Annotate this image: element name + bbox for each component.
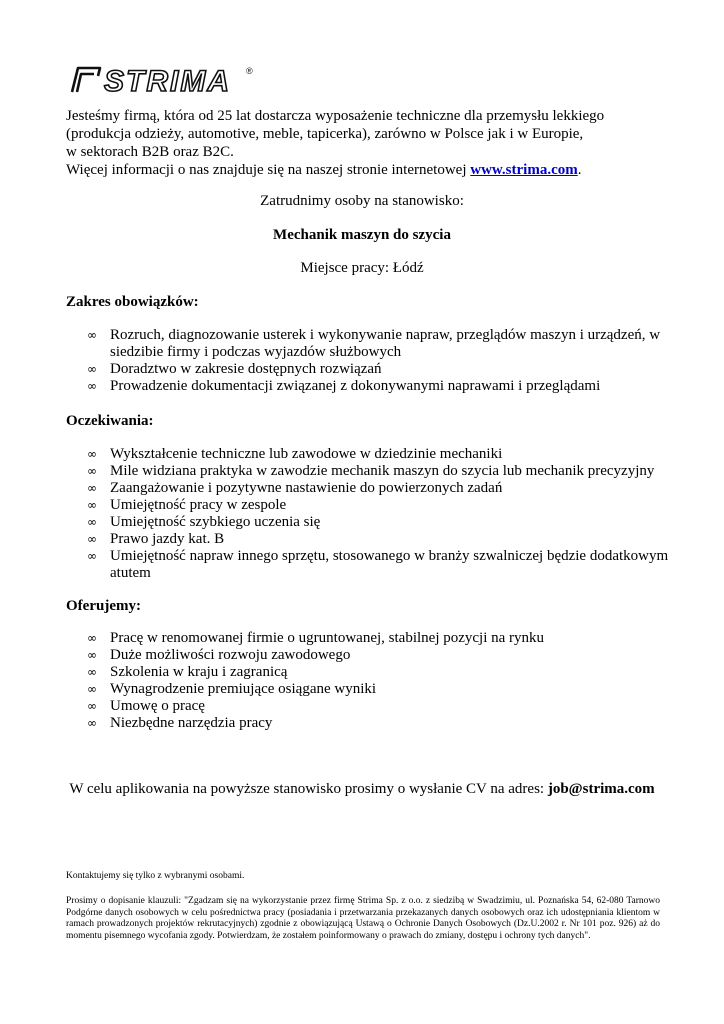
- list-item: ∞ Mile widziana praktyka w zawodzie mechanik maszyn do szycia lub mechanik precyzyjny: [87, 463, 655, 479]
- consent-clause: Prosimy o dopisanie klauzuli: "Zgadzam się na wykorzystanie przez firmę Strima Sp. z o.o. z siedzibą w Swadzimiu, ul. Poznańska 54, 62-080 Tarnowo Podgórne danych osobowych w celu pośrednictwa pracy (posiadania i przetwarzania przekazanych danych osobowych oraz ich udostępniania klientom w ramach prowadzonych projektów rekrutacyjnych) zgodnie z obowiązującą Ustawą o Ochronie Danych Osobowych (Dz.U.2002 r. Nr 101 poz. 926) aż do momentu pisemnego wycofania zgody. Potwierdzam, że zostałem poinformowany o prawach do zmiany, dostępu i ochrony tych danych".: [66, 896, 660, 941]
- bullet-icon: ∞: [87, 481, 97, 495]
- apply-email[interactable]: job@strima.com: [547, 781, 655, 797]
- expectations-heading: Oczekiwania:: [66, 413, 154, 429]
- list-item: ∞ Prawo jazdy kat. B: [87, 531, 225, 547]
- intro-line-2: w sektorach B2B oraz B2C.: [66, 144, 234, 160]
- offer-list: [0, 630, 670, 732]
- list-item: ∞ Szkolenia w kraju i zagranicą: [87, 664, 288, 680]
- bullet-icon: ∞: [87, 665, 97, 679]
- list-item: ∞ Umiejętność pracy w zespole: [87, 497, 287, 513]
- company-intro: [66, 107, 666, 179]
- bullet-icon: ∞: [87, 515, 97, 529]
- list-item: ∞ Prowadzenie dokumentacji związanej z dokonywanymi naprawami i przeglądami: [87, 378, 601, 394]
- apply-instructions: [0, 780, 724, 798]
- list-item: ∞ Umiejętność szybkiego uczenia się: [87, 514, 321, 530]
- intro-line-1: Jesteśmy firmą, która od 25 lat dostarcza wyposażenie techniczne dla przemysłu lekkiego (produkcja odzieży, automotive, meble, tapicerka), zarówno w Polsce jak i w Europie,: [66, 108, 605, 142]
- bullet-icon: ∞: [87, 447, 97, 461]
- list-item: ∞ Wykształcenie techniczne lub zawodowe w dziedzinie mechaniki: [87, 446, 503, 462]
- list-item: ∞ Doradztwo w zakresie dostępnych rozwiązań: [87, 361, 382, 377]
- list-item: ∞ Umowę o pracę: [87, 698, 205, 714]
- bullet-icon: ∞: [87, 464, 97, 478]
- position-title: Mechanik maszyn do szycia: [273, 227, 451, 243]
- intro-line-3-prefix: Więcej informacji o nas znajduje się na naszej stronie internetowej: [66, 162, 471, 178]
- bullet-icon: ∞: [87, 631, 97, 645]
- list-item: ∞ Rozruch, diagnozowanie usterek i wykonywanie napraw, przeglądów maszyn i urządzeń, w siedzibie firmy i podczas wyjazdów służbowych: [87, 327, 661, 360]
- intro-line-3-suffix: .: [577, 162, 582, 178]
- duties-list: [0, 327, 670, 395]
- expectations-list: [0, 446, 670, 582]
- registered-mark: ®: [246, 66, 253, 76]
- contact-note: Kontaktujemy się tylko z wybranymi osobami.: [66, 871, 245, 881]
- apply-text: W celu aplikowania na powyższe stanowisko prosimy o wysłanie CV na adres:: [69, 781, 548, 797]
- list-item: ∞ Niezbędne narzędzia pracy: [87, 715, 273, 731]
- bullet-icon: ∞: [87, 716, 97, 730]
- offer-heading: Oferujemy:: [66, 598, 141, 614]
- list-item: ∞ Pracę w renomowanej firmie o ugruntowanej, stabilnej pozycji na rynku: [87, 630, 545, 646]
- bullet-icon: ∞: [87, 328, 97, 342]
- bullet-icon: ∞: [87, 648, 97, 662]
- bullet-icon: ∞: [87, 699, 97, 713]
- bullet-icon: ∞: [87, 532, 97, 546]
- list-item: ∞ Umiejętność napraw innego sprzętu, stosowanego w branży szwalniczej będzie dodatkowym atutem: [87, 548, 669, 581]
- bullet-icon: ∞: [87, 549, 97, 563]
- bullet-icon: ∞: [87, 498, 97, 512]
- website-link[interactable]: www.strima.com: [470, 162, 578, 178]
- strima-logo: [66, 62, 266, 96]
- list-item: ∞ Duże możliwości rozwoju zawodowego: [87, 647, 351, 663]
- bullet-icon: ∞: [87, 362, 97, 376]
- list-item: ∞ Zaangażowanie i pozytywne nastawienie do powierzonych zadań: [87, 480, 503, 496]
- intro-line-3: [66, 161, 666, 179]
- duties-heading: Zakres obowiązków:: [66, 294, 199, 310]
- hiring-text: Zatrudnimy osoby na stanowisko:: [260, 193, 464, 209]
- list-item: ∞ Wynagrodzenie premiujące osiągane wyniki: [87, 681, 377, 697]
- work-location: Miejsce pracy: Łódź: [300, 260, 424, 276]
- bullet-icon: ∞: [87, 682, 97, 696]
- bullet-icon: ∞: [87, 379, 97, 393]
- logo-wordmark: STRIMA: [104, 65, 231, 96]
